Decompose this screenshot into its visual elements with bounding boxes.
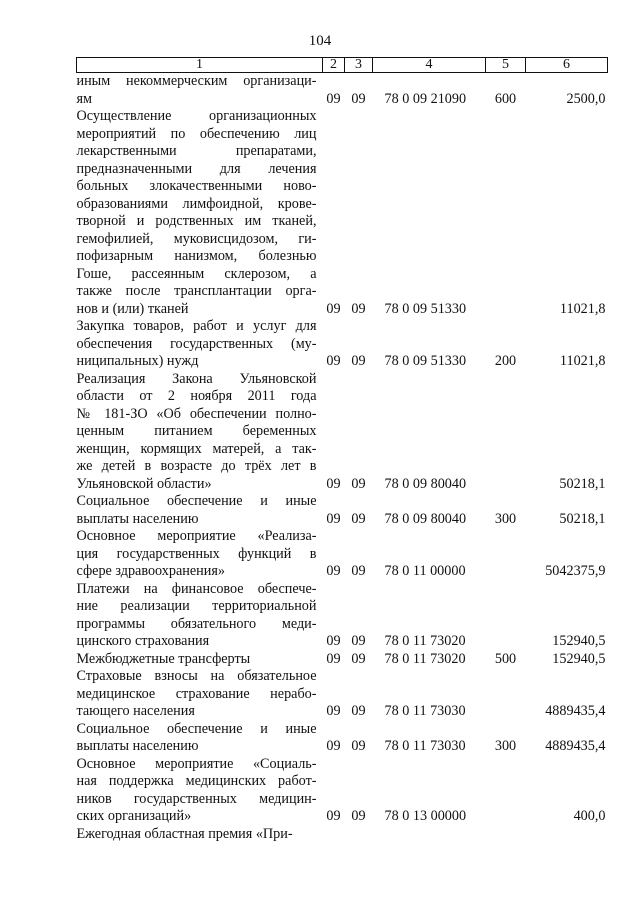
description-line: женщин, кормящих матерей, а так- — [76, 440, 317, 457]
description-line: № 181-ЗО «Об обеспечении полно- — [76, 405, 317, 422]
expense-type-code — [486, 581, 526, 651]
description-line: творной и родственных им тканей, — [76, 213, 317, 229]
description-line: Основное мероприятие «Социаль- — [76, 755, 317, 772]
description-line: образованиями лимфоидной, крове- — [76, 195, 317, 212]
amount: 400,0 — [573, 808, 606, 824]
table-row — [77, 371, 608, 494]
column-header-4: 4 — [373, 58, 486, 73]
row-description — [77, 756, 323, 826]
description-line: выплаты населению — [76, 510, 199, 527]
expense-type-code — [486, 371, 526, 494]
table-row — [77, 756, 608, 826]
target-article-code: 78 0 09 80040 — [384, 475, 467, 492]
description-line: Реализация Закона Ульяновской — [76, 370, 317, 387]
subsection-code: 09 — [351, 300, 366, 317]
description-line: Социальное обеспечение и иные — [76, 493, 317, 509]
subsection-code: 09 — [351, 808, 366, 824]
description-line: Межбюджетные трансферты — [76, 650, 251, 667]
description-line: ценным питанием беременных — [76, 423, 317, 439]
table-row — [77, 826, 608, 844]
amount — [526, 826, 608, 844]
subsection-code: 09 — [351, 703, 366, 719]
expense-type-code — [486, 108, 526, 318]
table-row — [77, 108, 608, 318]
description-line: медицинское страхование нерабо- — [76, 685, 317, 702]
subsection-code: 09 — [351, 563, 366, 579]
section-code: 09 — [326, 738, 341, 754]
subsection-code: 09 — [351, 738, 366, 754]
expense-type-code — [486, 528, 526, 581]
description-line: лекарственными препаратами, — [76, 143, 317, 159]
expense-type-code: 300 — [494, 510, 517, 527]
expense-type-code: 300 — [494, 738, 517, 754]
table-header — [77, 58, 608, 73]
amount: 4889435,4 — [545, 738, 606, 754]
amount: 5042375,9 — [545, 563, 606, 579]
column-header-3: 3 — [345, 58, 373, 73]
row-description — [77, 318, 323, 371]
description-line: гемофилией, муковисцидозом, ги- — [76, 230, 317, 247]
target-article-code: 78 0 11 00000 — [384, 563, 466, 579]
description-line: ние реализации территориальной — [76, 598, 317, 614]
description-line: Основное мероприятие «Реализа- — [76, 528, 317, 544]
column-header-5: 5 — [486, 58, 526, 73]
description-line: ников государственных медицин- — [76, 790, 317, 807]
description-line: Ежегодная областная премия «При- — [76, 825, 293, 842]
section-code: 09 — [326, 353, 341, 369]
description-line: предназначенными для лечения — [76, 160, 317, 177]
section-code: 09 — [326, 90, 341, 107]
section-code: 09 — [326, 475, 341, 492]
description-line: Осуществление организационных — [76, 108, 317, 124]
section-code: 09 — [326, 633, 341, 649]
amount: 50218,1 — [559, 475, 606, 492]
row-description — [77, 108, 323, 318]
target-article-code: 78 0 09 51330 — [384, 300, 467, 317]
row-description — [77, 826, 323, 844]
description-line: ниципальных) нужд — [76, 353, 199, 369]
table-row — [77, 318, 608, 371]
subsection-code: 09 — [351, 510, 366, 527]
subsection-code: 09 — [351, 90, 366, 107]
target-article-code: 78 0 11 73030 — [384, 738, 466, 754]
description-line: Закупка товаров, работ и услуг для — [76, 318, 317, 334]
description-line: области от 2 ноября 2011 года — [76, 388, 317, 404]
column-header-1: 1 — [77, 58, 323, 73]
target-article-code: 78 0 11 73020 — [384, 650, 466, 667]
table-row — [77, 73, 608, 109]
target-article-code: 78 0 11 73020 — [384, 633, 466, 649]
subsection-code — [345, 826, 373, 844]
amount: 50218,1 — [559, 510, 606, 527]
target-article-code: 78 0 13 00000 — [384, 808, 467, 824]
row-description — [77, 528, 323, 581]
table-row — [77, 721, 608, 756]
description-line: сфере здравоохранения» — [76, 563, 225, 579]
description-line: программы обязательного меди- — [76, 615, 317, 632]
table-row — [77, 668, 608, 721]
amount: 11021,8 — [559, 353, 606, 369]
description-line: тающего населения — [76, 703, 195, 719]
subsection-code: 09 — [351, 650, 366, 667]
section-code: 09 — [326, 808, 341, 824]
section-code — [323, 826, 345, 844]
description-line: выплаты населению — [76, 738, 199, 754]
amount: 2500,0 — [566, 90, 606, 107]
column-header-6: 6 — [526, 58, 608, 73]
description-line: нов и (или) тканей — [76, 300, 189, 317]
budget-table — [76, 57, 608, 843]
description-line: ная поддержка медицинских работ- — [76, 773, 317, 789]
row-description — [77, 651, 323, 669]
subsection-code: 09 — [351, 475, 366, 492]
expense-type-code: 600 — [494, 90, 517, 107]
subsection-code: 09 — [351, 353, 366, 369]
description-line: пофизарным нанизмом, болезнью — [76, 248, 317, 264]
column-header-2: 2 — [323, 58, 345, 73]
table-row — [77, 651, 608, 669]
amount: 152940,5 — [552, 633, 606, 649]
section-code: 09 — [326, 510, 341, 527]
target-article-code: 78 0 09 51330 — [384, 353, 467, 369]
expense-type-code: 200 — [494, 353, 517, 369]
description-line: ям — [76, 90, 93, 107]
description-line: также после трансплантации орга- — [76, 283, 317, 299]
target-article-code — [373, 826, 486, 844]
description-line: Страховые взносы на обязательное — [76, 668, 317, 684]
target-article-code: 78 0 09 80040 — [384, 510, 467, 527]
description-line: Ульяновской области» — [76, 475, 212, 492]
target-article-code: 78 0 11 73030 — [384, 703, 466, 719]
description-line: ция государственных функций в — [76, 545, 317, 562]
row-description — [77, 721, 323, 756]
page-number: 104 — [308, 33, 332, 49]
expense-type-code — [486, 668, 526, 721]
subsection-code: 09 — [351, 633, 366, 649]
description-line: Гоше, рассеянным склерозом, а — [76, 265, 317, 282]
description-line: Платежи на финансовое обеспече- — [76, 580, 317, 597]
table-row — [77, 493, 608, 528]
amount: 11021,8 — [559, 300, 606, 317]
description-line: иным некоммерческим организаци- — [76, 73, 317, 89]
row-description — [77, 371, 323, 494]
target-article-code: 78 0 09 21090 — [384, 90, 467, 107]
row-description — [77, 493, 323, 528]
table-row — [77, 528, 608, 581]
section-code: 09 — [326, 300, 341, 317]
amount: 4889435,4 — [545, 703, 606, 719]
row-description — [77, 73, 323, 109]
section-code: 09 — [326, 703, 341, 719]
description-line: цинского страхования — [76, 633, 210, 649]
row-description — [77, 668, 323, 721]
description-line: же детей в возрасте до трёх лет в — [76, 458, 317, 474]
description-line: Социальное обеспечение и иные — [76, 720, 317, 737]
expense-type-code: 500 — [494, 650, 517, 667]
table-body — [77, 73, 608, 844]
amount: 152940,5 — [552, 650, 606, 667]
section-code: 09 — [326, 563, 341, 579]
expense-type-code — [486, 826, 526, 844]
expense-type-code — [486, 756, 526, 826]
description-line: больных злокачественными ново- — [76, 178, 317, 194]
description-line: мероприятий по обеспечению лиц — [76, 125, 317, 142]
description-line: ских организаций» — [76, 808, 192, 824]
row-description — [77, 581, 323, 651]
description-line: обеспечения государственных (му- — [76, 335, 317, 352]
section-code: 09 — [326, 650, 341, 667]
table-row — [77, 581, 608, 651]
